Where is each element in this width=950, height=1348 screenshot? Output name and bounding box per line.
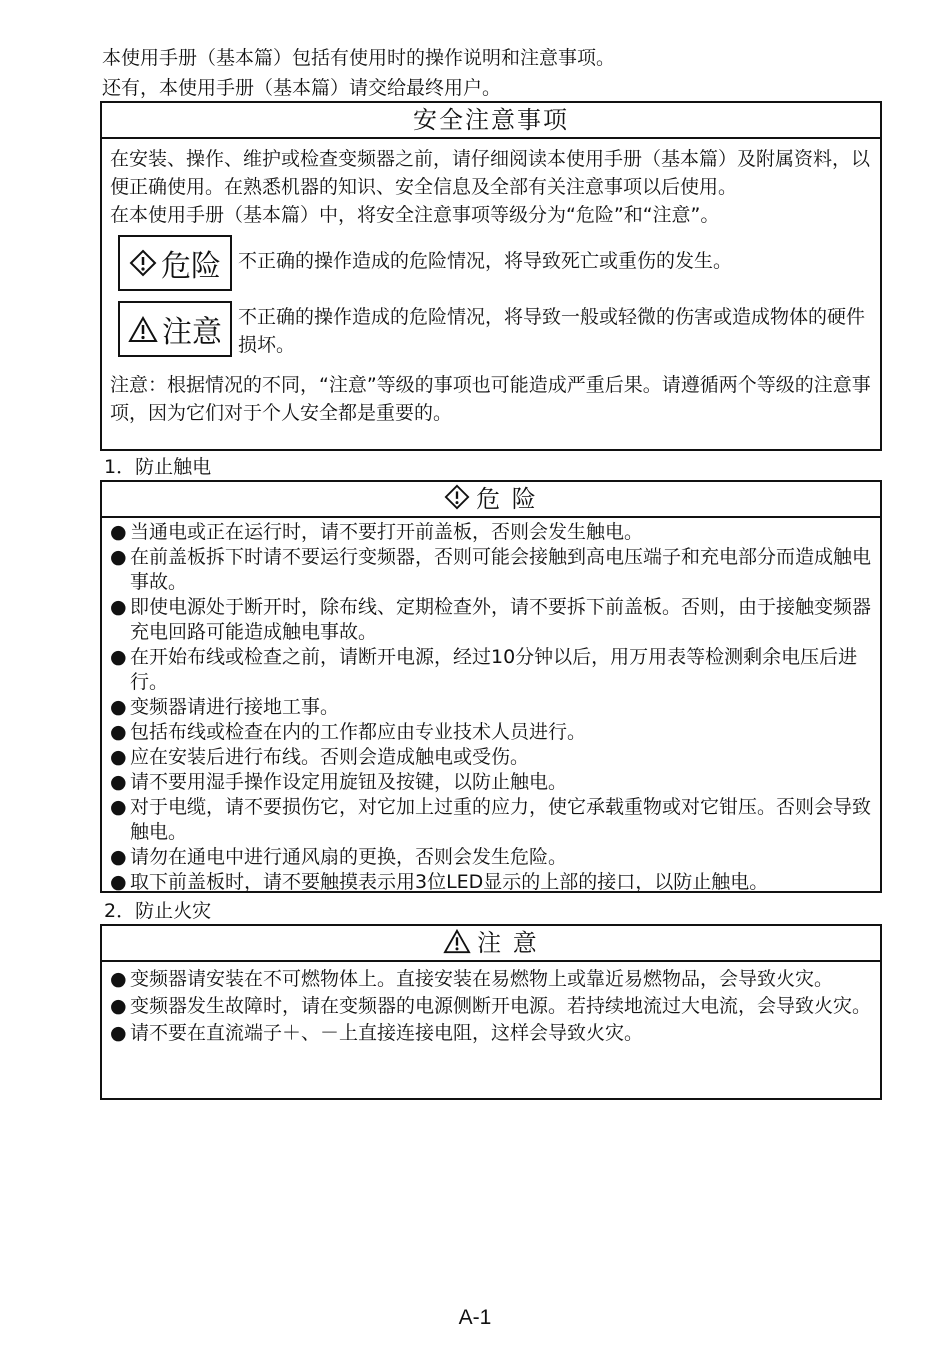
danger-description: 不正确的操作造成的危险情况，将导致死亡或重伤的发生。 xyxy=(238,250,733,272)
safety-note: 注意：根据情况的不同，“注意”等级的事项也可能造成严重后果。请遵循两个等级的注意事项，因为它们对于个人安全都是重要的。 xyxy=(110,374,871,424)
danger-badge-label: 危险 xyxy=(161,249,221,284)
danger-box-title-text: 危 险 xyxy=(476,485,538,513)
list-item: ● 对于电缆，请不要损伤它，对它加上过重的应力，使它承载重物或对它钳压。否则会导致触电。 xyxy=(110,796,872,843)
page-number: A-1 xyxy=(458,1306,492,1329)
danger-diamond-icon xyxy=(129,249,157,277)
caution-level-row xyxy=(118,301,880,359)
list-item: ● 应在安装后进行布线。否则会造成触电或受伤。 xyxy=(110,746,530,768)
safety-levels-paragraph: 在本使用手册（基本篇）中，将安全注意事项等级分为“危险”和“注意”。 xyxy=(110,204,720,226)
caution-triangle-icon xyxy=(443,928,471,954)
safety-box xyxy=(100,101,882,451)
caution-box-title-text: 注 意 xyxy=(477,929,539,957)
list-item: ● 取下前盖板时，请不要触摸表示用3位LED显示的上部的接口，以防止触电。 xyxy=(110,871,769,893)
caution-box xyxy=(100,924,882,1100)
danger-level-row xyxy=(118,235,880,291)
list-item: ● 包括布线或检查在内的工作都应由专业技术人员进行。 xyxy=(110,721,587,743)
danger-box-title xyxy=(102,482,880,518)
section-1-label: 1．防止触电 xyxy=(104,456,212,478)
caution-description: 不正确的操作造成的危险情况，将导致一般或轻微的伤害或造成物体的硬件损坏。 xyxy=(238,306,866,356)
danger-badge xyxy=(118,235,232,291)
safety-intro-paragraph: 在安装、操作、维护或检查变频器之前，请仔细阅读本使用手册（基本篇）及附属资料，以便正确使用。在熟悉机器的知识、安全信息及全部有关注意事项以后使用。 xyxy=(110,148,871,198)
caution-triangle-icon xyxy=(128,315,158,343)
caution-list xyxy=(102,962,880,1049)
section-2-label: 2．防止火灾 xyxy=(104,900,212,922)
list-item: ● 变频器请进行接地工事。 xyxy=(110,696,340,718)
caution-badge-label: 注意 xyxy=(162,315,222,350)
list-item: ● 在前盖板拆下时请不要运行变频器，否则可能会接触到高电压端子和充电部分而造成触电事故。 xyxy=(110,546,872,593)
caution-badge xyxy=(118,301,232,357)
danger-box xyxy=(100,480,882,893)
list-item: ● 请勿在通电中进行通风扇的更换，否则会发生危险。 xyxy=(110,846,568,868)
list-item: ● 在开始布线或检查之前，请断开电源，经过10分钟以后，用万用表等检测剩余电压后进行。 xyxy=(110,646,858,693)
list-item: ● 变频器请安装在不可燃物体上。直接安装在易燃物上或靠近易燃物品，会导致火灾。 xyxy=(110,968,834,990)
danger-diamond-icon xyxy=(444,484,470,510)
list-item: ● 请不要在直流端子＋、－上直接连接电阻，这样会导致火灾。 xyxy=(110,1022,644,1044)
list-item: ● 请不要用湿手操作设定用旋钮及按键，以防止触电。 xyxy=(110,771,568,793)
intro-line-1: 本使用手册（基本篇）包括有使用时的操作说明和注意事项。 xyxy=(102,47,616,69)
safety-title: 安全注意事项 xyxy=(102,103,880,139)
list-item: ● 变频器发生故障时，请在变频器的电源侧断开电源。若持续地流过大电流，会导致火灾。 xyxy=(110,995,872,1017)
danger-list xyxy=(102,518,880,897)
caution-box-title xyxy=(102,926,880,962)
intro-line-2: 还有，本使用手册（基本篇）请交给最终用户。 xyxy=(102,77,502,99)
list-item: ● 当通电或正在运行时，请不要打开前盖板，否则会发生触电。 xyxy=(110,521,644,543)
list-item: ● 即使电源处于断开时，除布线、定期检查外，请不要拆下前盖板。否则，由于接触变频器充电回路可能造成触电事故。 xyxy=(110,596,872,643)
